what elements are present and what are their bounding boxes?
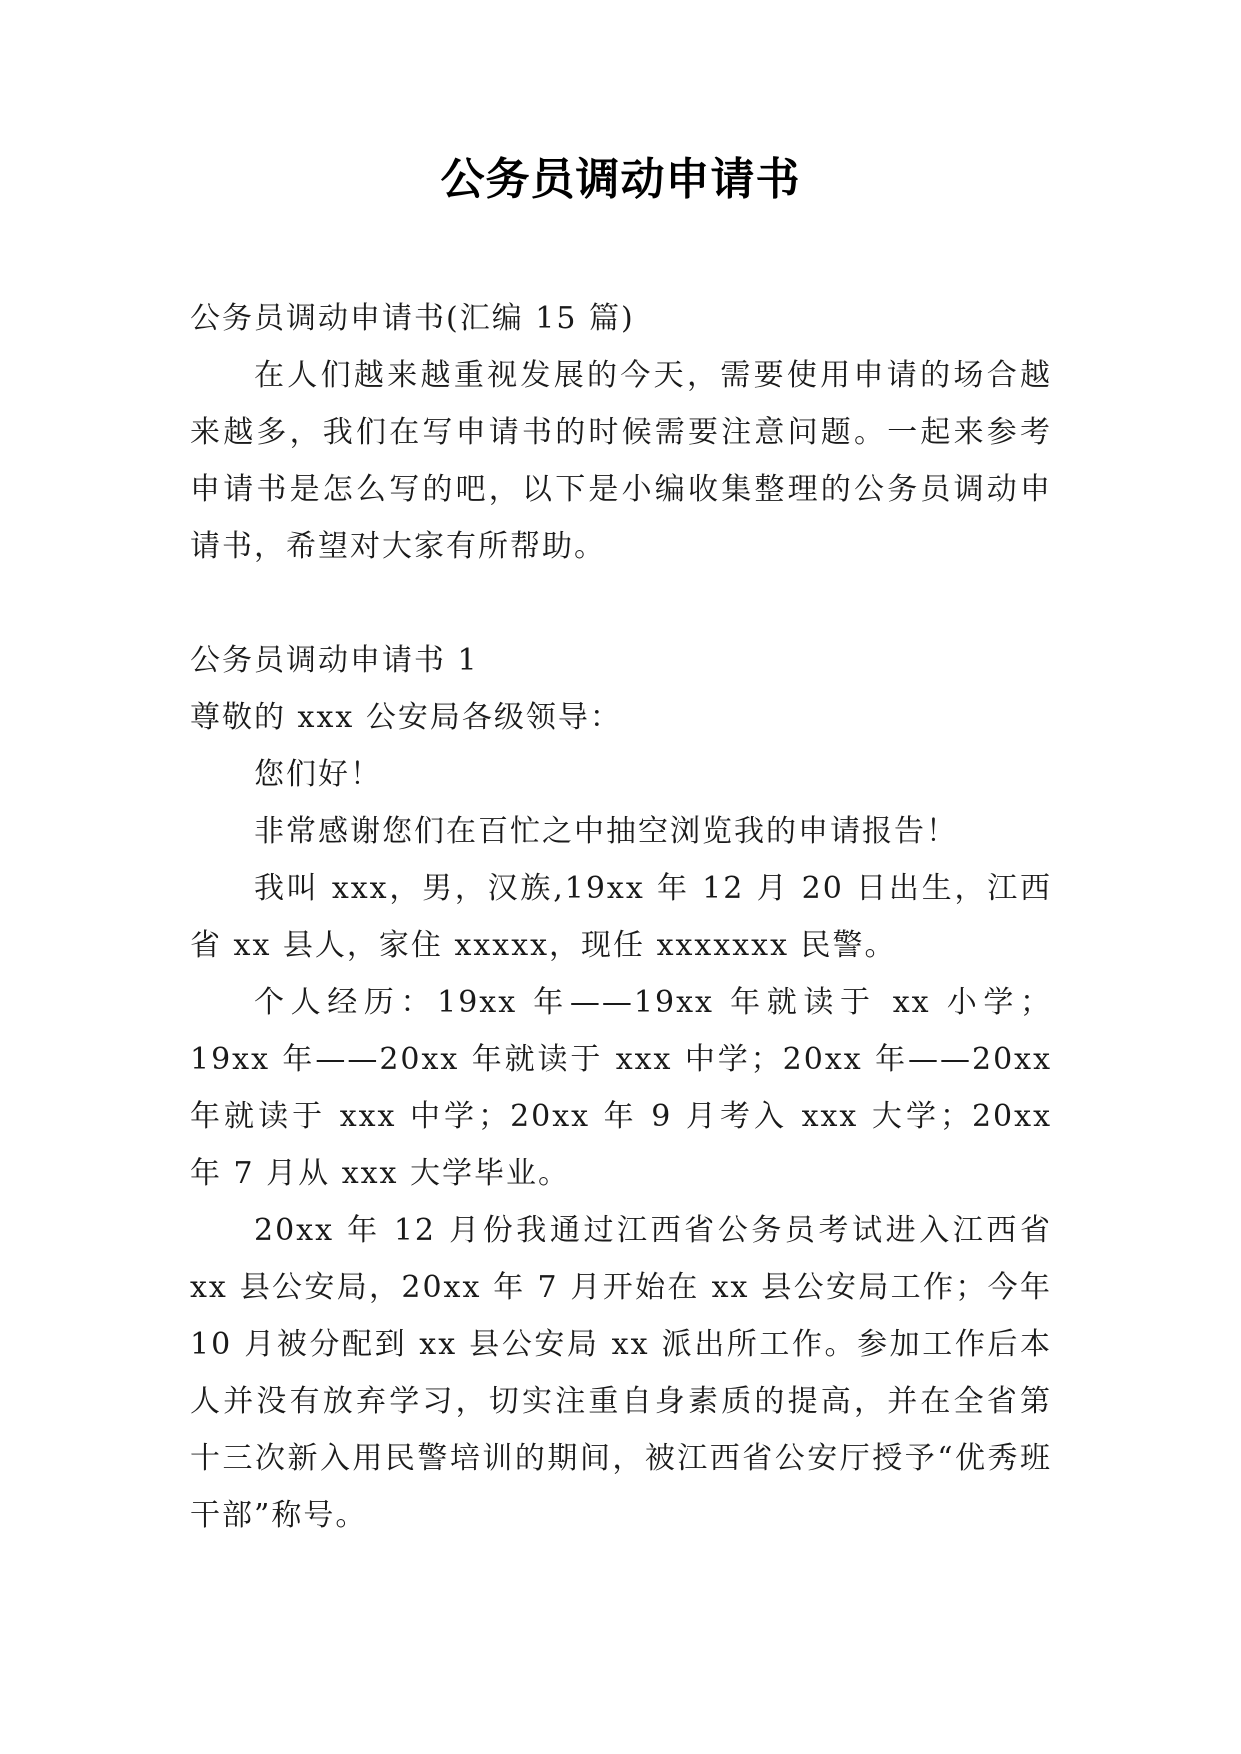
collection-subtitle: 公务员调动申请书(汇编 15 篇): [190, 301, 635, 336]
thanks-paragraph: 非常感谢您们在百忙之中抽空浏览我的申请报告！: [254, 814, 958, 849]
self-intro-paragraph: 我叫 xxx，男，汉族,19xx 年 12 月 20 日出生，江西省 xx 县人，家住 xxxxx，现任 xxxxxxx 民警。: [190, 871, 1052, 963]
paragraph-spacer: [190, 575, 1052, 632]
document-title: 公务员调动申请书: [440, 154, 801, 205]
salutation: 尊敬的 xxx 公安局各级领导：: [190, 700, 622, 735]
intro-paragraph: 在人们越来越重视发展的今天，需要使用申请的场合越来越多，我们在写申请书的时候需要注意问题。一起来参考申请书是怎么写的吧，以下是小编收集整理的公务员调动申请书，希望对大家有所帮助。: [190, 358, 1052, 564]
work-paragraph: 20xx 年 12 月份我通过江西省公务员考试进入江西省 xx 县公安局，20xx 年 7 月开始在 xx 县公安局工作；今年 10 月被分配到 xx 县公安局 xx 派出所工作。参加工作后本人并没有放弃学习，切实注重自身素质的提高，并在全省第十三次新入用民警培训的期间，被江西省公安厅授予“优秀班干部”称号。: [190, 1213, 1052, 1533]
experience-paragraph: 个人经历：19xx 年——19xx 年就读于 xx 小学；19xx 年——20xx 年就读于 xxx 中学；20xx 年——20xx 年就读于 xxx 中学；20xx 年 9 月考入 xxx 大学；20xx 年 7 月从 xxx 大学毕业。: [190, 985, 1052, 1191]
document-body: [190, 290, 1052, 1544]
section-heading: 公务员调动申请书 1: [190, 643, 479, 678]
greeting: 您们好！: [254, 757, 382, 792]
